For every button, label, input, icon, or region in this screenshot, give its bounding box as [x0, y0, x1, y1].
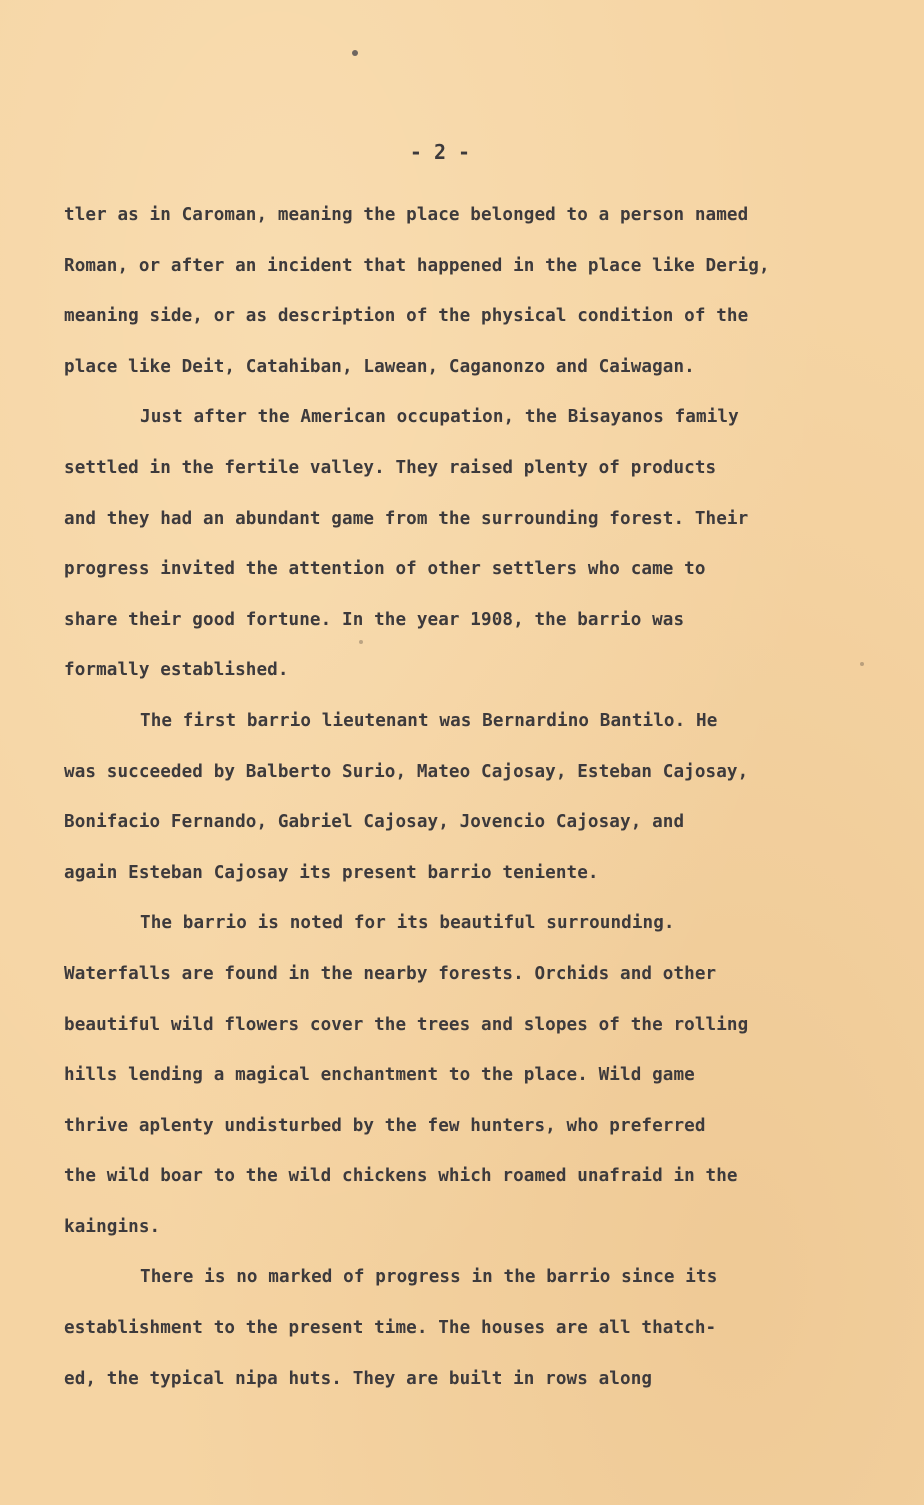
text-line: beautiful wild flowers cover the trees and slopes of the rolling — [64, 1014, 749, 1035]
text-line: place like Deit, Catahiban, Lawean, Caganonzo and Caiwagan. — [64, 356, 695, 377]
text-line: share their good fortune. In the year 1908, the barrio was — [64, 609, 685, 630]
text-line: was succeeded by Balberto Surio, Mateo Cajosay, Esteban Cajosay, — [64, 761, 749, 782]
page-number: - 2 - — [409, 140, 471, 164]
text-line: again Esteban Cajosay its present barrio teniente. — [64, 862, 599, 883]
ink-dot — [352, 50, 358, 56]
text-line: kaingins. — [64, 1216, 161, 1237]
text-line: Waterfalls are found in the nearby forests. Orchids and other — [64, 963, 717, 984]
text-line: meaning side, or as description of the physical condition of the — [64, 306, 749, 327]
text-line: Roman, or after an incident that happened in the place like Derig, — [64, 255, 770, 276]
text-line: settled in the fertile valley. They raised plenty of products — [64, 457, 717, 478]
text-line: hills lending a magical enchantment to the place. Wild game — [64, 1065, 695, 1086]
text-line: the wild boar to the wild chickens which roamed unafraid in the — [64, 1166, 738, 1187]
text-line: thrive aplenty undisturbed by the few hunters, who preferred — [64, 1115, 706, 1136]
text-line: The barrio is noted for its beautiful surrounding. — [140, 913, 675, 934]
text-line: ed, the typical nipa huts. They are built in rows along — [64, 1368, 653, 1389]
text-line: establishment to the present time. The houses are all thatch- — [64, 1318, 717, 1339]
text-line: Just after the American occupation, the Bisayanos family — [140, 407, 739, 428]
text-line: The first barrio lieutenant was Bernardino Bantilo. He — [140, 710, 718, 731]
text-line: There is no marked of progress in the barrio since its — [140, 1267, 718, 1288]
text-line: tler as in Caroman, meaning the place belonged to a person named — [64, 205, 749, 225]
text-line: Bonifacio Fernando, Gabriel Cajosay, Jovencio Cajosay, and — [64, 812, 685, 833]
body-text — [64, 190, 894, 1404]
text-line: and they had an abundant game from the surrounding forest. Their — [64, 508, 749, 529]
text-line: formally established. — [64, 660, 289, 681]
text-line: progress invited the attention of other settlers who came to — [64, 559, 706, 580]
